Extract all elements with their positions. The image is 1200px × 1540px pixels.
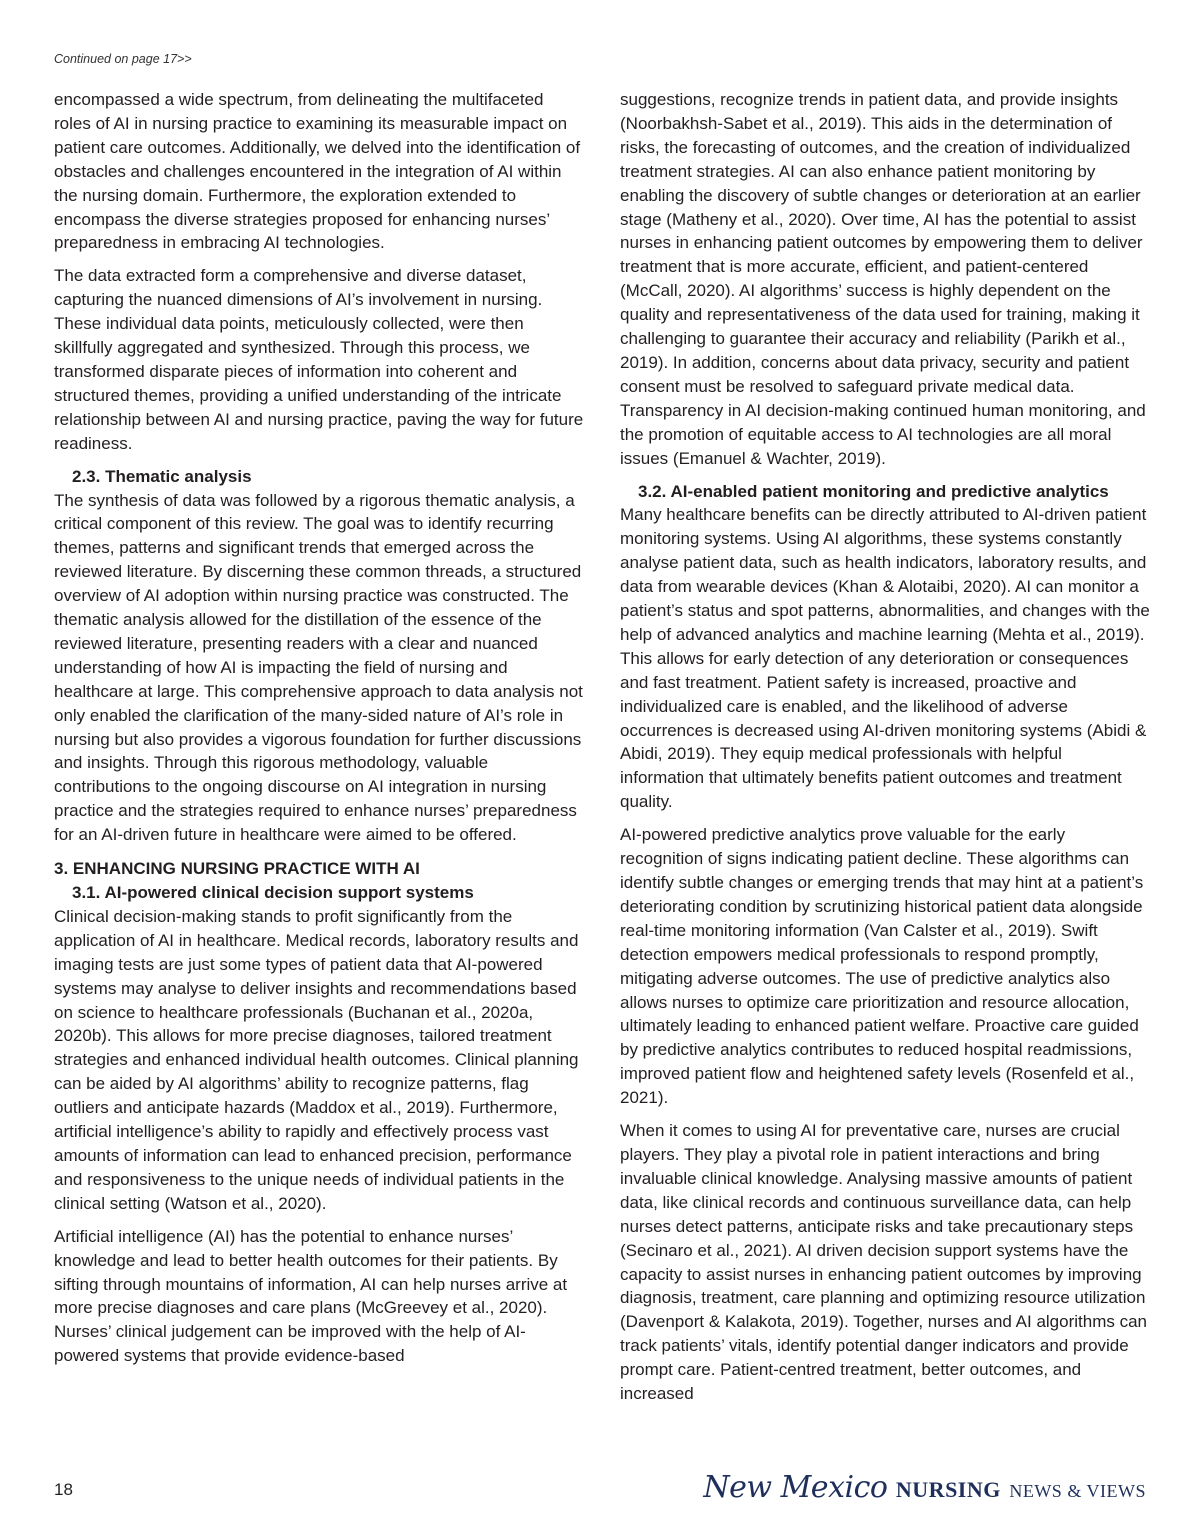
body-paragraph: suggestions, recognize trends in patient data, and provide insights (Noorbakhsh-Sabet et al., 2019). This aids in the determination of risks, the forecasting of outcomes, and the creation of individualized treatment strategies. AI can also enhance patient monitoring by enabling the discovery of subtle changes or deterioration at an earlier stage (Matheny et al., 2020). Over time, AI has the potential to assist nurses in enhancing patient outcomes by empowering them to deliver treatment that is more accurate, efficient, and patient-centered (McCall, 2020). AI algorithms’ success is highly dependent on the quality and representativeness of the data used for training, making it challenging to guarantee their accuracy and reliability (Parikh et al., 2019). In addition, concerns about data privacy, security and patient consent must be resolved to safeguard private medical data. Transparency in AI decision-making continued human monitoring, and the promotion of equitable access to AI technologies are all moral issues (Emanuel & Wachter, 2019). (620, 90, 1146, 468)
body-paragraph: Clinical decision-making stands to profit significantly from the application of AI in healthcare. Medical records, laboratory results and imaging tests are just some types of patient data that AI-powered systems may analyse to deliver insights and recommendations based on science to healthcare professionals (Buchanan et al., 2020a, 2020b). This allows for more precise diagnoses, tailored treatment strategies and enhanced individual health outcomes. Clinical planning can be aided by AI algorithms’ ability to recognize patterns, flag outliers and anticipate hazards (Maddox et al., 2019). Furthermore, artificial intelligence’s ability to rapidly and effectively process vast amounts of information can lead to enhanced precision, performance and responsiveness to the unique needs of individual patients in the clinical setting (Watson et al., 2020). (54, 906, 579, 1213)
body-paragraph: The synthesis of data was followed by a rigorous thematic analysis, a critical component of this review. The goal was to identify recurring themes, patterns and significant trends that emerged across the reviewed literature. By discerning these common threads, a structured overview of AI adoption within nursing practice was constructed. The thematic analysis allowed for the distillation of the essence of the reviewed literature, presenting readers with a clear and nuanced understanding of how AI is impacting the field of nursing and healthcare at large. This comprehensive approach to data analysis not only enabled the clarification of the many-sided nature of AI’s role in nursing but also provides a vigorous foundation for further discussions and insights. Through this rigorous methodology, valuable contributions to the ongoing discourse on AI integration in nursing practice and the strategies required to enhance nurses’ preparedness for an AI-driven future in healthcare were aimed to be offered. (54, 490, 583, 845)
publication-masthead (703, 1470, 1146, 1505)
body-paragraph: Artificial intelligence (AI) has the potential to enhance nurses’ knowledge and lead to better health outcomes for their patients. By sifting through mountains of information, AI can help nurses arrive at more precise diagnoses and care plans (McGreevey et al., 2020). Nurses’ clinical judgement can be improved with the help of AI-powered systems that provide evidence-based (54, 1226, 568, 1366)
section-heading-3: 3. ENHANCING NURSING PRACTICE WITH AI (54, 859, 420, 879)
masthead-bold: NURSING (895, 1477, 1001, 1502)
page-number: 18 (54, 1480, 73, 1499)
right-column (620, 88, 1150, 1406)
masthead-plain: NEWS & VIEWS (1009, 1481, 1146, 1501)
body-paragraph: Many healthcare benefits can be directly attributed to AI-driven patient monitoring systems. Using AI algorithms, these systems constantly analyse patient data, such as health indicators, laboratory results, and data from wearable devices (Khan & Alotaibi, 2020). AI can monitor a patient’s status and spot patterns, abnormalities, and changes with the help of advanced analytics and machine learning (Mehta et al., 2019). This allows for early detection of any deterioration or consequences and fast treatment. Patient safety is increased, proactive and individualized care is enabled, and the likelihood of adverse occurrences is decreased using AI-driven monitoring systems (Abidi & Abidi, 2019). They equip medical professionals with helpful information that ultimately benefits patient outcomes and treatment quality. (620, 505, 1150, 812)
body-paragraph: encompassed a wide spectrum, from delineating the multifaceted roles of AI in nursing practice to examining its measurable impact on patient care outcomes. Additionally, we delved into the identification of obstacles and challenges encountered in the integration of AI within the nursing domain. Furthermore, the exploration extended to encompass the diverse strategies proposed for enhancing nurses’ preparedness in embracing AI technologies. (54, 90, 581, 253)
section-heading-2-3: 2.3. Thematic analysis (72, 466, 252, 486)
continued-note: Continued on page 17>> (54, 52, 192, 66)
left-column (54, 88, 584, 1368)
section-heading-3-1: 3.1. AI-powered clinical decision support systems (72, 883, 474, 902)
body-paragraph: AI-powered predictive analytics prove valuable for the early recognition of signs indicating patient decline. These algorithms can identify subtle changes or emerging trends that may hint at a patient’s deteriorating condition by scrutinizing historical patient data alongside real-time monitoring information (Van Calster et al., 2019). Swift detection empowers medical professionals to respond promptly, mitigating adverse outcomes. The use of predictive analytics also allows nurses to optimize care prioritization and resource allocation, ultimately leading to enhanced patient welfare. Proactive care guided by predictive analytics contributes to reduced hospital readmissions, improved patient flow and heightened safety levels (Rosenfeld et al., 2021). (620, 825, 1144, 1108)
body-paragraph: When it comes to using AI for preventative care, nurses are crucial players. They play a pivotal role in patient interactions and bring invaluable clinical knowledge. Analysing massive amounts of patient data, like clinical records and continuous surveillance data, can help nurses detect patterns, anticipate risks and take precautionary steps (Secinaro et al., 2021). AI driven decision support systems have the capacity to assist nurses in enhancing patient outcomes by improving diagnosis, treatment, care planning and optimizing resource utilization (Davenport & Kalakota, 2019). Together, nurses and AI algorithms can track patients’ vitals, identify potential danger indicators and provide prompt care. Patient-centred treatment, better outcomes, and increased (620, 1121, 1147, 1404)
masthead-script: New Mexico (703, 1470, 888, 1505)
section-heading-3-2: 3.2. AI-enabled patient monitoring and predictive analytics (638, 481, 1109, 501)
body-paragraph: The data extracted form a comprehensive and diverse dataset, capturing the nuanced dimensions of AI’s involvement in nursing. These individual data points, meticulously collected, were then skillfully aggregated and synthesized. Through this process, we transformed disparate pieces of information into coherent and structured themes, providing a unified understanding of the intricate relationship between AI and nursing practice, paving the way for future readiness. (54, 266, 584, 453)
